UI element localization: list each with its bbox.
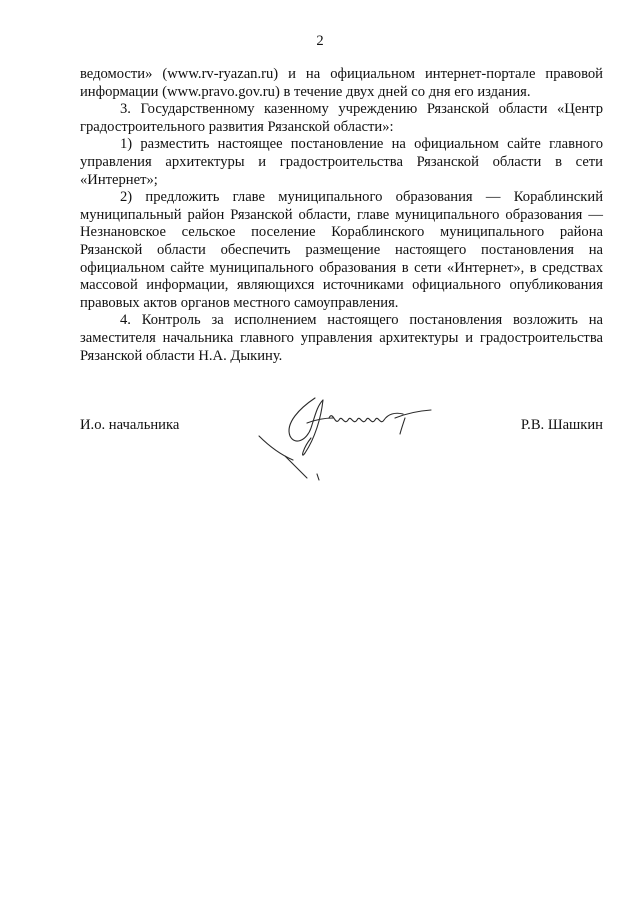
signatory-position: И.о. начальника (80, 417, 180, 433)
paragraph-publication: ведомости» (www.rv-ryazan.ru) и на официальном интернет-портале правовой информации (www.pravo.gov.ru) в течение двух дней со дня его издания. (80, 66, 603, 100)
page-number: 2 (316, 33, 324, 49)
document-body (80, 66, 603, 365)
signature-block (80, 417, 603, 437)
paragraph-item-3: 3. Государственному казенному учреждению Рязанской области «Центр градостроительного развития Рязанской области»: (80, 101, 603, 135)
paragraph-subitem-1: 1) разместить настоящее постановление на официальном сайте главного управления архитектуры и градостроительства Рязанской области в сети «Интернет»; (80, 136, 603, 188)
paragraph-item-4: 4. Контроль за исполнением настоящего постановления возложить на заместителя начальника главного управления архитектуры и градостроительства Рязанской области Н.А. Дыкину. (80, 312, 603, 364)
signatory-name: Р.В. Шашкин (520, 417, 603, 433)
paragraph-subitem-2: 2) предложить главе муниципального образования — Кораблинский муниципальный район Рязанской области, главе муниципального образования — Незнановское сельское поселение Кораблинского муниципального района Рязанской области обеспечить размещение настоящего постановления на официальном сайте муниципального образования в сети «Интернет», в средствах массовой информации, являющихся источниками официального опубликования правовых актов органов местного самоуправления. (80, 189, 603, 311)
